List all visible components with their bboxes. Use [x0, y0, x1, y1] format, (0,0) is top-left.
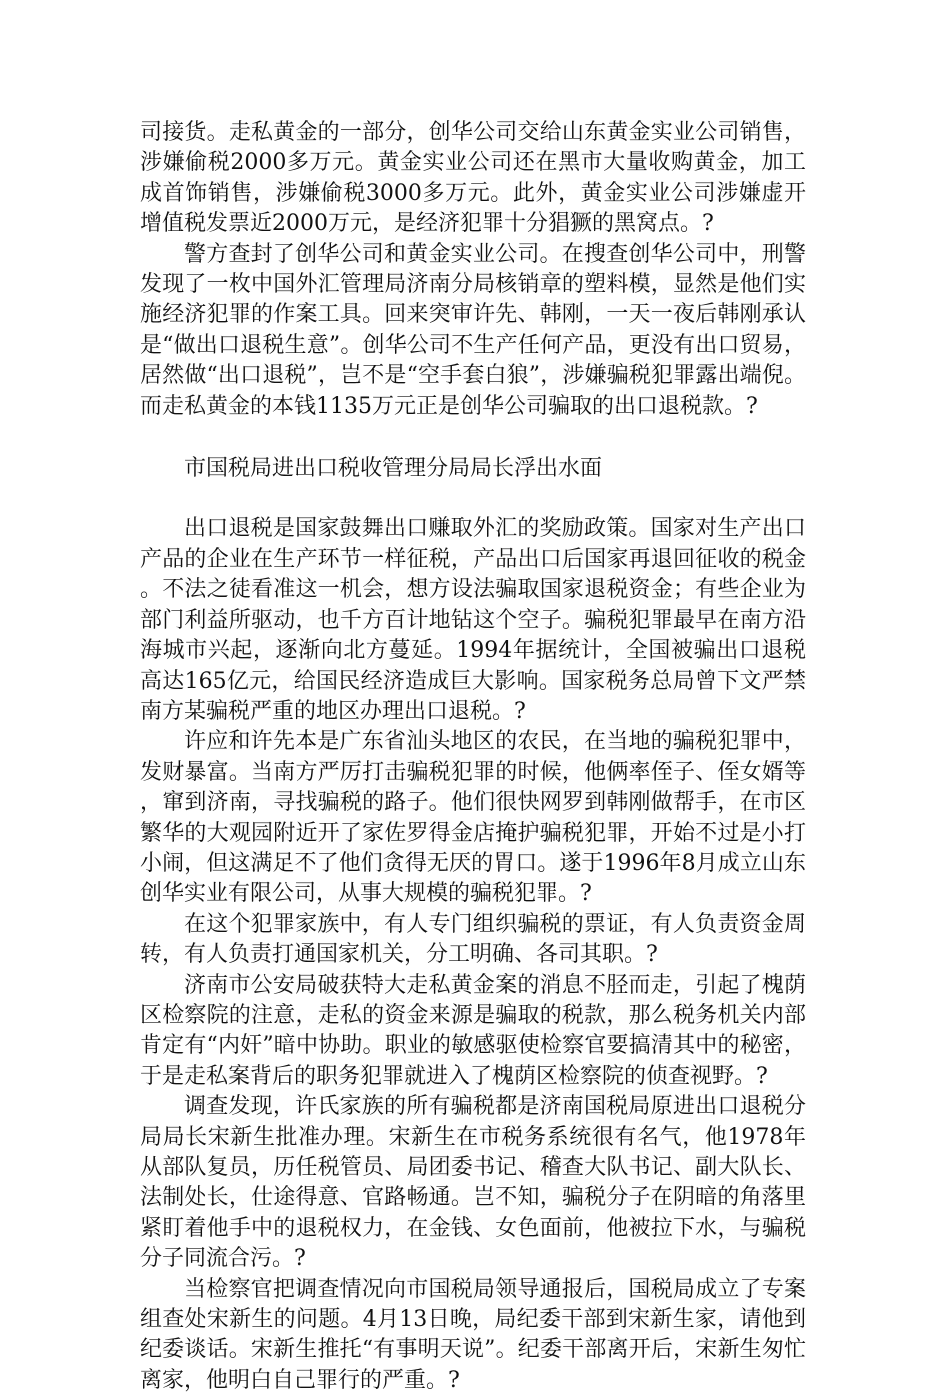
body-paragraph-8: 当检察官把调查情况向市国税局领导通报后，国税局成立了专案组查处宋新生的问题。4月13日晚，局纪委干部到宋新生家，请他到纪委谈话。宋新生推托“有事明天说”。纪委干部离开后，宋新生匆忙离家，他明白自己罪行的严重。?	[140, 1276, 806, 1393]
body-paragraph-2: 警方查封了创华公司和黄金实业公司。在搜查创华公司中，刑警发现了一枚中国外汇管理局济南分局核销章的塑料模，显然是他们实施经济犯罪的作案工具。回来突审许先、韩刚，一天一夜后韩刚承认是“做出口退税生意”。创华公司不生产任何产品，更没有出口贸易，居然做“出口退税”，岂不是“空手套白狼”，涉嫌骗税犯罪露出端倪。而走私黄金的本钱1135万元正是创华公司骗取的出口退税款。?	[140, 241, 806, 419]
section-heading: 市国税局进出口税收管理分局局长浮出水面	[184, 456, 603, 482]
body-paragraph-7: 调查发现，许氏家族的所有骗税都是济南国税局原进出口退税分局局长宋新生批准办理。宋新生在市税务系统很有名气，他1978年从部队复员，历任税管员、局团委书记、稽查大队书记、副大队长、法制处长，仕途得意、官路畅通。岂不知，骗税分子在阴暗的角落里紧盯着他手中的退税权力，在金钱、女色面前，他被拉下水，与骗税分子同流合污。?	[140, 1094, 806, 1272]
body-paragraph-1: 司接货。走私黄金的一部分，创华公司交给山东黄金实业公司销售，涉嫌偷税2000多万元。黄金实业公司还在黑市大量收购黄金，加工成首饰销售，涉嫌偷税3000多万元。此外，黄金实业公司涉嫌虚开增值税发票近2000万元，是经济犯罪十分猖獗的黑窝点。?	[140, 120, 806, 237]
body-paragraph-4: 许应和许先本是广东省汕头地区的农民，在当地的骗税犯罪中，发财暴富。当南方严厉打击骗税犯罪的时候，他俩率侄子、侄女婿等，窜到济南，寻找骗税的路子。他们很快网罗到韩刚做帮手，在市区繁华的大观园附近开了家佐罗得金店掩护骗税犯罪，开始不过是小打小闹，但这满足不了他们贪得无厌的胃口。遂于1996年8月成立山东创华实业有限公司，从事大规模的骗税犯罪。?	[140, 729, 806, 907]
body-paragraph-3: 出口退税是国家鼓舞出口赚取外汇的奖励政策。国家对生产出口产品的企业在生产环节一样征税，产品出口后国家再退回征收的税金。不法之徒看准这一机会，想方设法骗取国家退税资金；有些企业为部门利益所驱动，也千方百计地钻这个空子。骗税犯罪最早在南方沿海城市兴起，逐渐向北方蔓延。1994年据统计，全国被骗出口退税高达165亿元，给国民经济造成巨大影响。国家税务总局曾下文严禁南方某骗税严重的地区办理出口退税。?	[140, 516, 806, 724]
body-paragraph-6: 济南市公安局破获特大走私黄金案的消息不胫而走，引起了槐荫区检察院的注意，走私的资金来源是骗取的税款，那么税务机关内部肯定有“内奸”暗中协助。职业的敏感驱使检察官要搞清其中的秘密，于是走私案背后的职务犯罪就进入了槐荫区检察院的侦查视野。?	[140, 972, 806, 1089]
document-page	[140, 118, 806, 1396]
body-paragraph-5: 在这个犯罪家族中，有人专门组织骗税的票证，有人负责资金周转，有人负责打通国家机关，分工明确、各司其职。?	[140, 911, 806, 968]
